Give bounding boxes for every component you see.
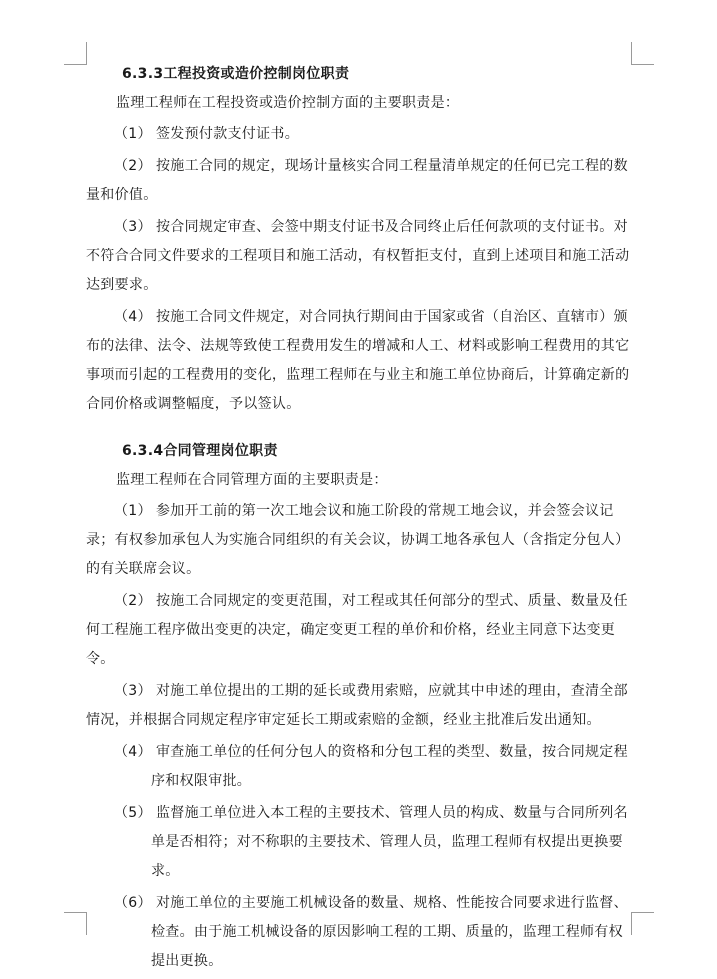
crop-mark-top-left: [64, 42, 87, 65]
list-item-number: （2）: [114, 158, 152, 174]
list-item-text: 按合同规定审查、会签中期支付证书及合同终止后任何款项的支付证书。对不符合合同文件要求的工程项目和施工活动，有权暂拒支付，直到上述项目和施工活动达到要求。: [86, 219, 630, 293]
list-item-text: 按施工合同的规定，现场计量核实合同工程量清单规定的任何已完工程的数量和价值。: [86, 158, 628, 203]
list-item-number: （1）: [114, 503, 152, 519]
list-item: [114, 738, 632, 796]
list-item-number: （2）: [114, 593, 152, 609]
section-intro: 监理工程师在工程投资或造价控制方面的主要职责是：: [116, 95, 460, 111]
list-item: [114, 889, 632, 976]
section-heading-investment-control: 6.3.3工程投资或造价控制岗位职责: [122, 66, 350, 82]
crop-mark-bottom-right: [631, 912, 654, 935]
list-item-number: （3）: [114, 219, 152, 235]
list-item: [86, 152, 632, 210]
list-item-text: 对施工单位的主要施工机械设备的数量、规格、性能按合同要求进行监督、检查。由于施工机械设备的原因影响工程的工期、质量的，监理工程师有权提出更换。: [151, 895, 628, 969]
list-item: [86, 497, 632, 584]
crop-mark-bottom-left: [64, 912, 87, 935]
list-item-number: （3）: [114, 683, 152, 699]
list-item-text: 审查施工单位的任何分包人的资格和分包工程的类型、数量，按合同规定程序和权限审批。: [151, 744, 628, 789]
list-item-number: （4）: [114, 744, 152, 760]
list-item-number: （4）: [114, 309, 152, 325]
list-item: [86, 677, 632, 735]
list-item-text: 按施工合同规定的变更范围，对工程或其任何部分的型式、质量、数量及任何工程施工程序做出变更的决定，确定变更工程的单价和价格，经业主同意下达变更令。: [86, 593, 628, 667]
list-item-number: （5）: [114, 805, 152, 821]
section-heading-contract-management: 6.3.4合同管理岗位职责: [122, 443, 278, 459]
list-item: [86, 213, 632, 300]
list-item-text: 对施工单位提出的工期的延长或费用索赔，应就其中申述的理由，查清全部情况，并根据合同规定程序审定延长工期或索赔的金额，经业主批准后发出通知。: [86, 683, 628, 728]
list-item: [86, 303, 632, 419]
list-item: [86, 120, 632, 149]
section-intro: 监理工程师在合同管理方面的主要职责是：: [116, 472, 388, 488]
list-item: [114, 799, 632, 886]
list-item-number: （1）: [114, 126, 152, 142]
list-item-text: 监督施工单位进入本工程的主要技术、管理人员的构成、数量与合同所列名单是否相符；对不称职的主要技术、管理人员，监理工程师有权提出更换要求。: [151, 805, 628, 879]
list-item-number: （6）: [114, 895, 152, 911]
list-item-text: 参加开工前的第一次工地会议和施工阶段的常规工地会议，并会签会议记录；有权参加承包人为实施合同组织的有关会议，协调工地各承包人（含指定分包人）的有关联席会议。: [86, 503, 630, 577]
document-body: [86, 60, 632, 979]
list-item-text: 签发预付款支付证书。: [156, 126, 299, 142]
crop-mark-top-right: [631, 42, 654, 65]
list-item: [86, 587, 632, 674]
list-item-text: 按施工合同文件规定，对合同执行期间由于国家或省（自治区、直辖市）颁布的法律、法令、法规等致使工程费用发生的增减和人工、材料或影响工程费用的其它事项而引起的工程费用的变化，监理工程师在与业主和施工单位协商后，计算确定新的合同价格或调整幅度，予以签认。: [86, 309, 630, 412]
